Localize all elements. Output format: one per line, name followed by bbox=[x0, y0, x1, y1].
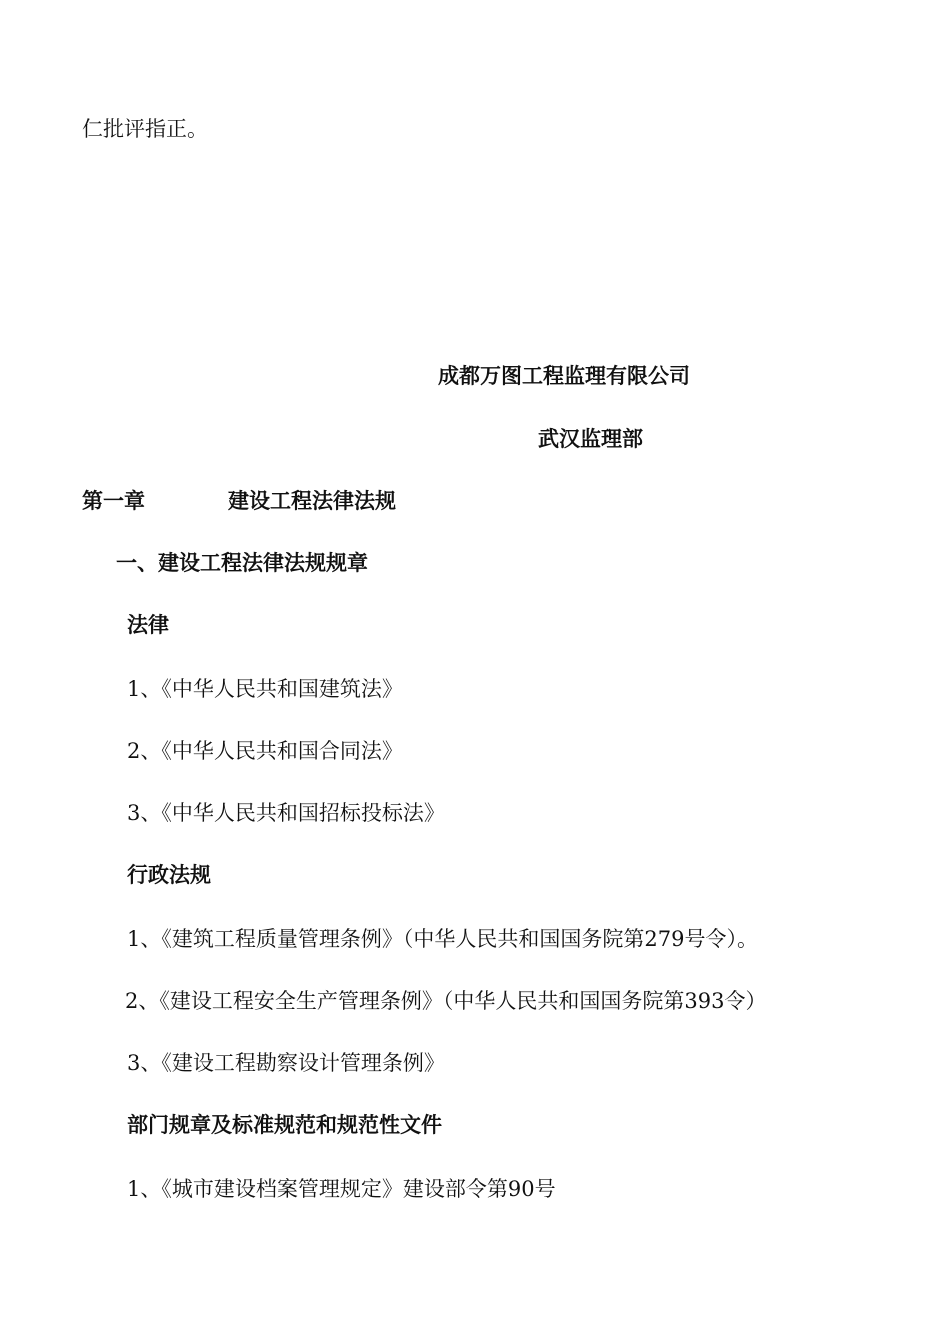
law-item: 1、《中华人民共和国建筑法》 bbox=[127, 677, 403, 701]
regulation-item: 3、《建设工程勘察设计管理条例》 bbox=[127, 1051, 445, 1075]
law-item: 3、《中华人民共和国招标投标法》 bbox=[127, 801, 445, 825]
company-name: 成都万图工程监理有限公司 bbox=[438, 364, 690, 388]
section-heading: 一、建设工程法律法规规章 bbox=[116, 551, 368, 575]
closing-line: 仁批评指正。 bbox=[82, 117, 208, 141]
chapter-title: 建设工程法律法规 bbox=[228, 489, 396, 513]
laws-heading: 法律 bbox=[127, 613, 169, 637]
regulation-item: 2、《建设工程安全生产管理条例》（中华人民共和国国务院第393令） bbox=[125, 989, 767, 1013]
regulation-item: 1、《建筑工程质量管理条例》（中华人民共和国国务院第279号令）。 bbox=[127, 927, 758, 951]
regulations-heading: 行政法规 bbox=[127, 863, 211, 887]
chapter-number: 第一章 bbox=[82, 489, 145, 513]
rules-heading: 部门规章及标准规范和规范性文件 bbox=[127, 1113, 442, 1137]
rule-item: 1、《城市建设档案管理规定》建设部令第90号 bbox=[127, 1177, 556, 1201]
law-item: 2、《中华人民共和国合同法》 bbox=[127, 739, 403, 763]
department-name: 武汉监理部 bbox=[538, 427, 643, 451]
